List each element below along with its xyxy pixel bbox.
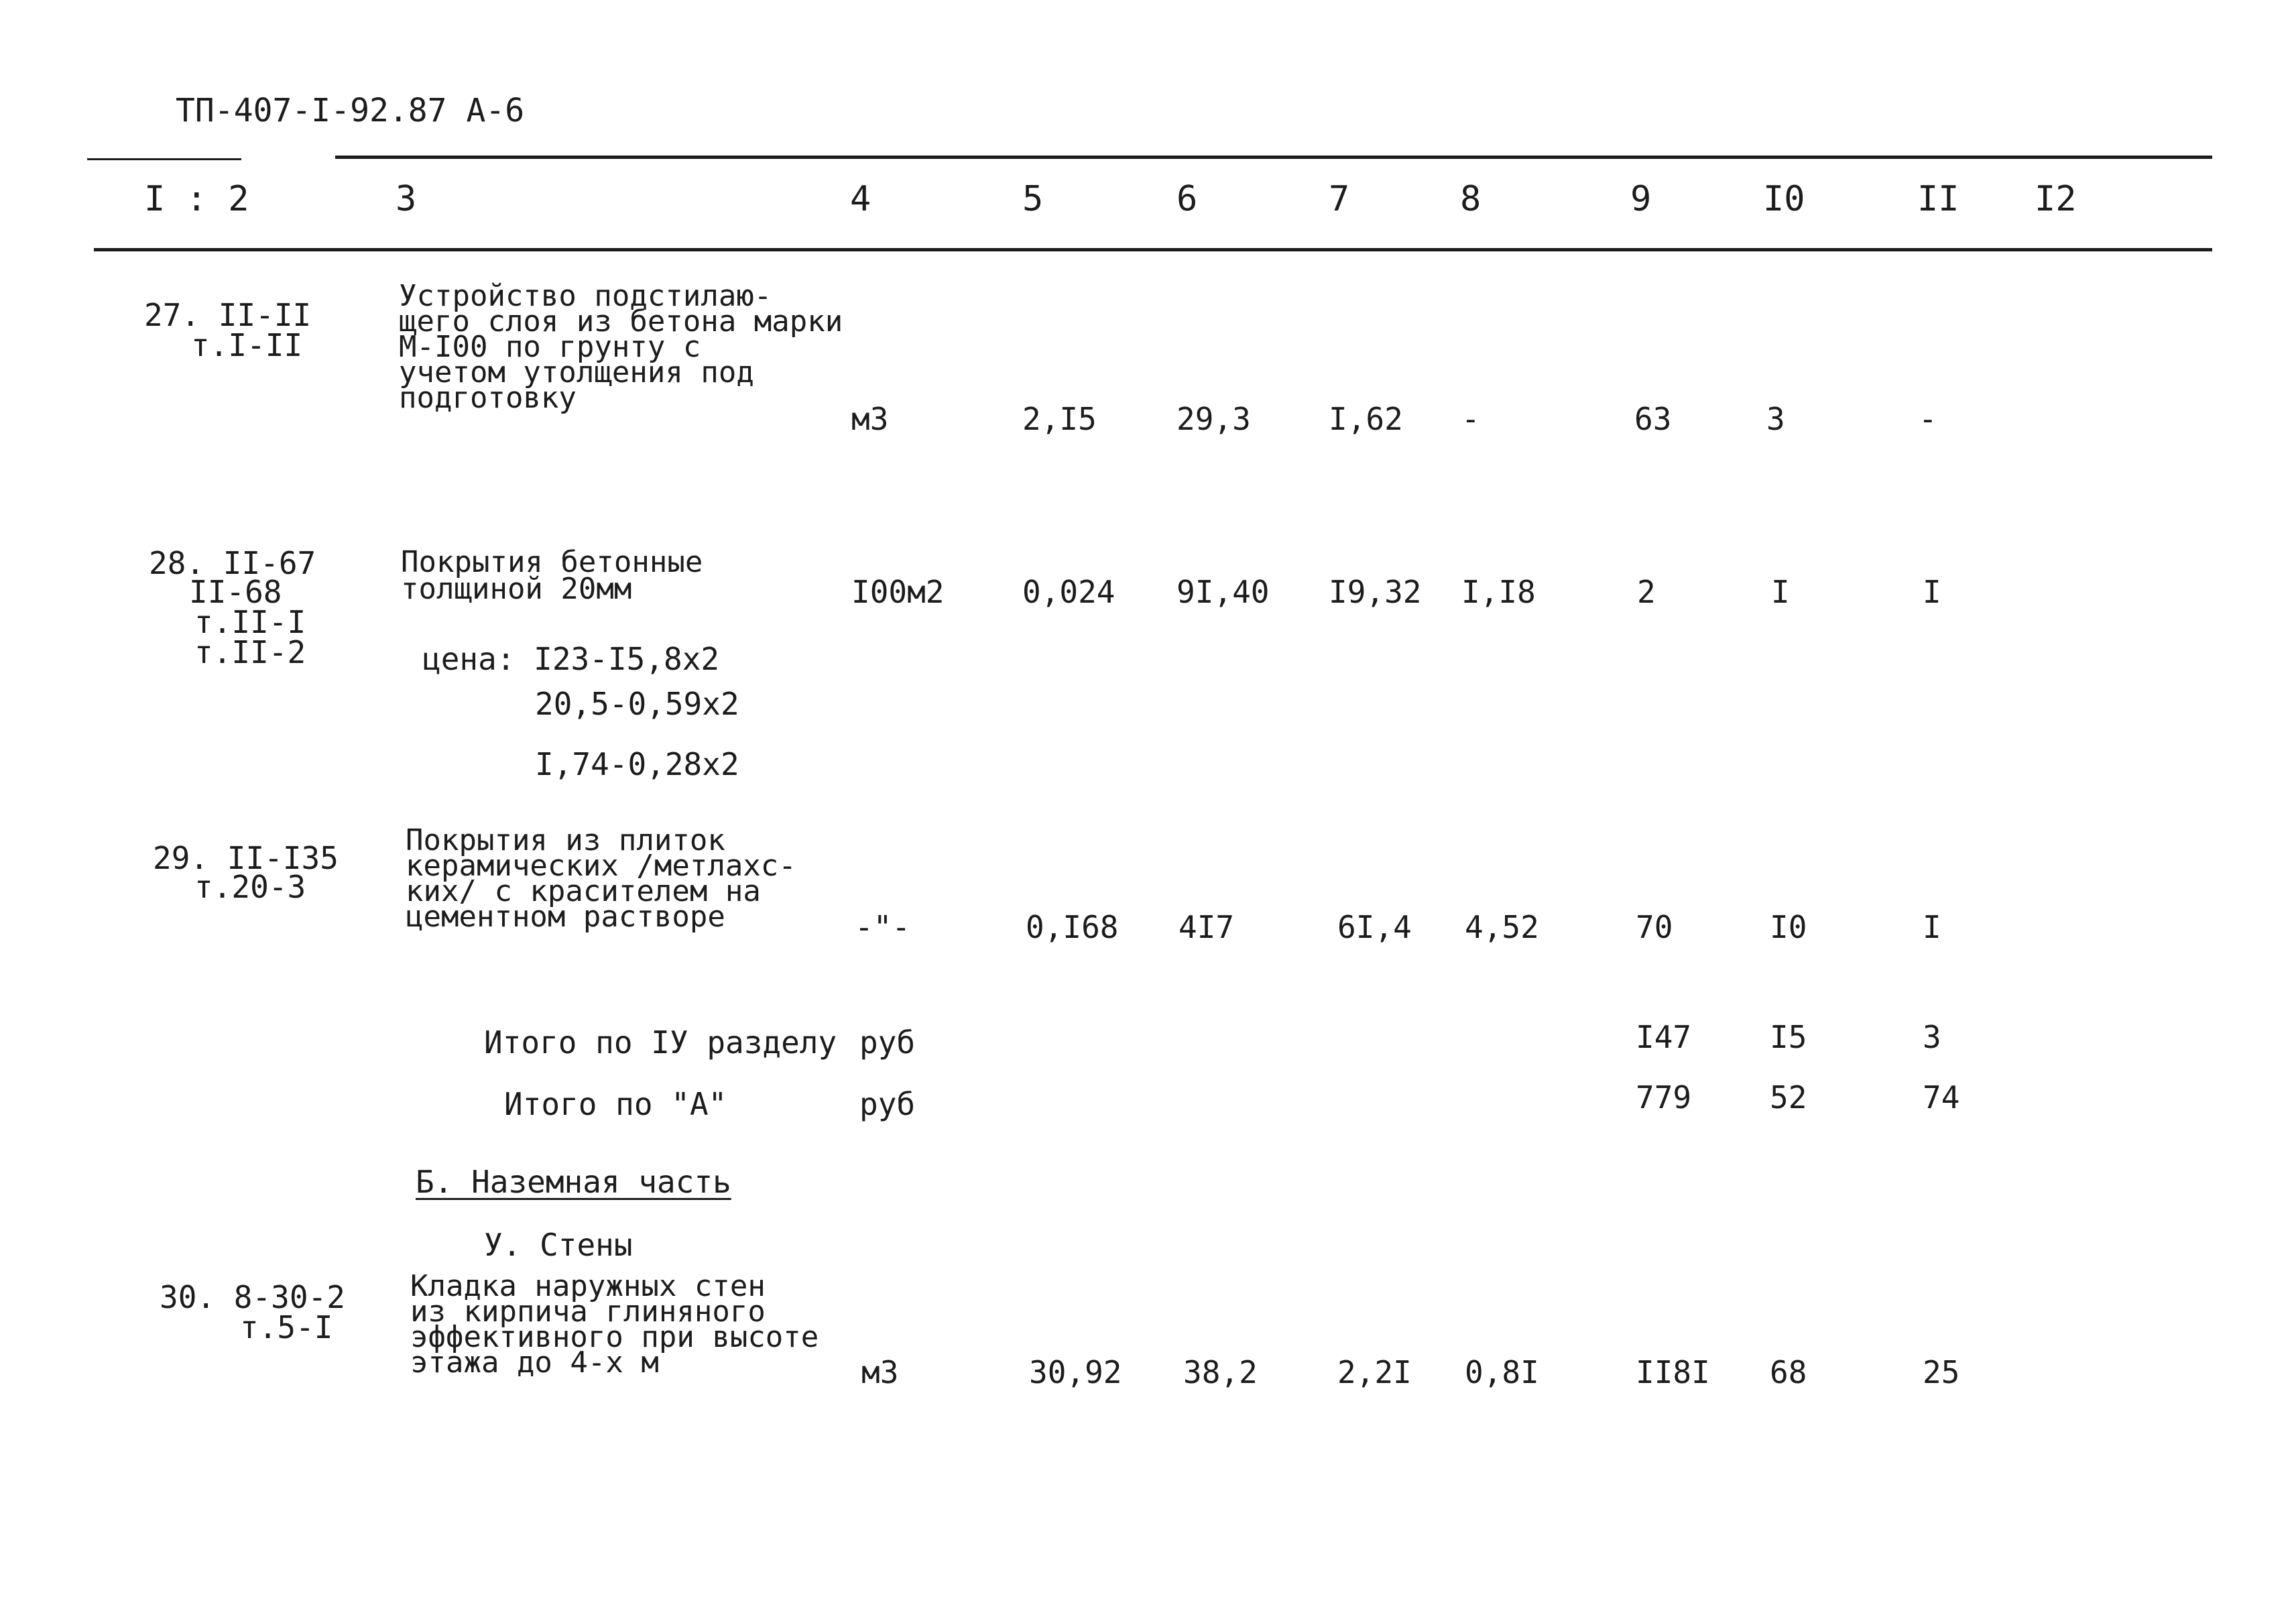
row-30-code: 30. 8-30-2 bbox=[160, 1279, 345, 1315]
row-30-desc-4: этажа до 4-х м bbox=[410, 1345, 659, 1380]
row-28-table-ref-2: т.II-2 bbox=[194, 634, 306, 670]
row-29-col9: 70 bbox=[1636, 909, 1673, 945]
row-27-col11: - bbox=[1919, 401, 1937, 437]
row-30-col9: II8I bbox=[1636, 1354, 1710, 1390]
row-30-col11: 25 bbox=[1923, 1354, 1960, 1390]
total-section-iv-col10: I5 bbox=[1770, 1019, 1807, 1055]
row-28-col11: I bbox=[1923, 574, 1941, 610]
row-29-desc-3: ких/ с красителем на bbox=[406, 874, 761, 908]
col-header-10: I0 bbox=[1763, 179, 1805, 219]
total-a-col11: 74 bbox=[1923, 1079, 1960, 1116]
row-28-desc-1: Покрытия бетонные bbox=[401, 545, 703, 579]
col-header-6: 6 bbox=[1176, 179, 1198, 219]
col-header-5: 5 bbox=[1022, 179, 1044, 219]
row-27-desc-1: Устройство подстилаю- bbox=[399, 279, 772, 313]
row-27-col5: 2,I5 bbox=[1022, 401, 1097, 437]
header-rule bbox=[94, 248, 2212, 251]
row-27-unit: м3 bbox=[851, 401, 889, 437]
row-27-desc-5: подготовку bbox=[399, 381, 577, 415]
row-29-desc-2: керамических /метлахс- bbox=[406, 849, 796, 883]
row-28-price-3: I,74-0,28x2 bbox=[535, 746, 739, 782]
row-29-unit: -"- bbox=[855, 909, 911, 945]
row-27-col9: 63 bbox=[1634, 401, 1672, 437]
row-28-col5: 0,024 bbox=[1022, 574, 1115, 610]
col-header-4: 4 bbox=[850, 179, 871, 219]
top-rule-left bbox=[87, 158, 241, 160]
row-28-table-ref-1: т.II-I bbox=[194, 604, 306, 640]
row-28-desc-2: толщиной 20мм bbox=[401, 572, 632, 606]
row-29-desc-1: Покрытия из плиток bbox=[406, 823, 725, 857]
row-27-col7: I,62 bbox=[1329, 401, 1403, 437]
row-30-unit: м3 bbox=[861, 1354, 899, 1390]
row-28-code-2: II-68 bbox=[189, 574, 282, 610]
row-30-col5: 30,92 bbox=[1029, 1354, 1122, 1390]
row-29-col6: 4I7 bbox=[1179, 909, 1235, 945]
col-header-3: 3 bbox=[396, 179, 417, 219]
row-28-col6: 9I,40 bbox=[1176, 574, 1270, 610]
row-30-desc-3: эффективного при высоте bbox=[410, 1320, 819, 1354]
total-section-iv-col11: 3 bbox=[1923, 1019, 1941, 1055]
row-30-desc-1: Кладка наружных стен bbox=[410, 1269, 766, 1303]
col-header-12: I2 bbox=[2035, 179, 2077, 219]
row-28-col7: I9,32 bbox=[1329, 574, 1422, 610]
row-29-desc-4: цементном растворе bbox=[406, 900, 725, 934]
row-30-col8: 0,8I bbox=[1465, 1354, 1539, 1390]
total-a-unit: руб bbox=[859, 1086, 916, 1122]
total-section-iv-col9: I47 bbox=[1636, 1019, 1692, 1055]
document-code: ТП-407-I-92.87 А-6 bbox=[176, 92, 525, 129]
total-section-iv-unit: руб bbox=[859, 1024, 916, 1061]
row-29-col10: I0 bbox=[1770, 909, 1807, 945]
col-header-7: 7 bbox=[1329, 179, 1350, 219]
row-29-col8: 4,52 bbox=[1465, 909, 1539, 945]
col-header-1-2: I : 2 bbox=[144, 179, 249, 219]
row-28-unit: I00м2 bbox=[851, 574, 945, 610]
row-27-desc-2: щего слоя из бетона марки bbox=[399, 304, 843, 339]
row-28-col10: I bbox=[1771, 574, 1790, 610]
row-27-desc-3: М-I00 по грунту с bbox=[399, 330, 701, 364]
row-30-col6: 38,2 bbox=[1183, 1354, 1258, 1390]
row-28-price-1: цена: I23-I5,8x2 bbox=[422, 641, 720, 677]
row-28-col9: 2 bbox=[1637, 574, 1656, 610]
total-a-label: Итого по "А" bbox=[504, 1086, 727, 1122]
row-28-price-2: 20,5-0,59x2 bbox=[535, 686, 739, 722]
total-a-col9: 779 bbox=[1636, 1079, 1692, 1116]
row-28-col8: I,I8 bbox=[1461, 574, 1536, 610]
total-section-iv-label: Итого по IУ разделу bbox=[484, 1024, 837, 1061]
row-30-col7: 2,2I bbox=[1337, 1354, 1412, 1390]
row-27-table-ref: т.I-II bbox=[191, 327, 303, 363]
row-27-col8: - bbox=[1461, 401, 1480, 437]
col-header-11: II bbox=[1917, 179, 1959, 219]
row-27-code: 27. II-II bbox=[144, 297, 312, 333]
row-30-col10: 68 bbox=[1770, 1354, 1807, 1390]
total-a-col10: 52 bbox=[1770, 1079, 1807, 1116]
row-28-code: 28. II-67 bbox=[149, 545, 316, 581]
section-b-heading: Б. Наземная часть bbox=[416, 1164, 731, 1200]
row-30-table-ref: т.5-I bbox=[240, 1309, 333, 1345]
subsection-walls-heading: У. Стены bbox=[484, 1227, 633, 1263]
row-27-col6: 29,3 bbox=[1176, 401, 1251, 437]
row-29-col11: I bbox=[1923, 909, 1941, 945]
row-27-desc-4: учетом утолщения под bbox=[399, 355, 754, 389]
col-header-9: 9 bbox=[1630, 179, 1652, 219]
row-27-col10: 3 bbox=[1766, 401, 1785, 437]
row-29-col7: 6I,4 bbox=[1337, 909, 1412, 945]
row-29-code: 29. II-I35 bbox=[153, 840, 339, 876]
top-rule bbox=[335, 156, 2212, 159]
row-29-col5: 0,I68 bbox=[1026, 909, 1119, 945]
row-29-table-ref: т.20-3 bbox=[194, 869, 306, 905]
row-30-desc-2: из кирпича глиняного bbox=[410, 1295, 766, 1329]
col-header-8: 8 bbox=[1460, 179, 1482, 219]
